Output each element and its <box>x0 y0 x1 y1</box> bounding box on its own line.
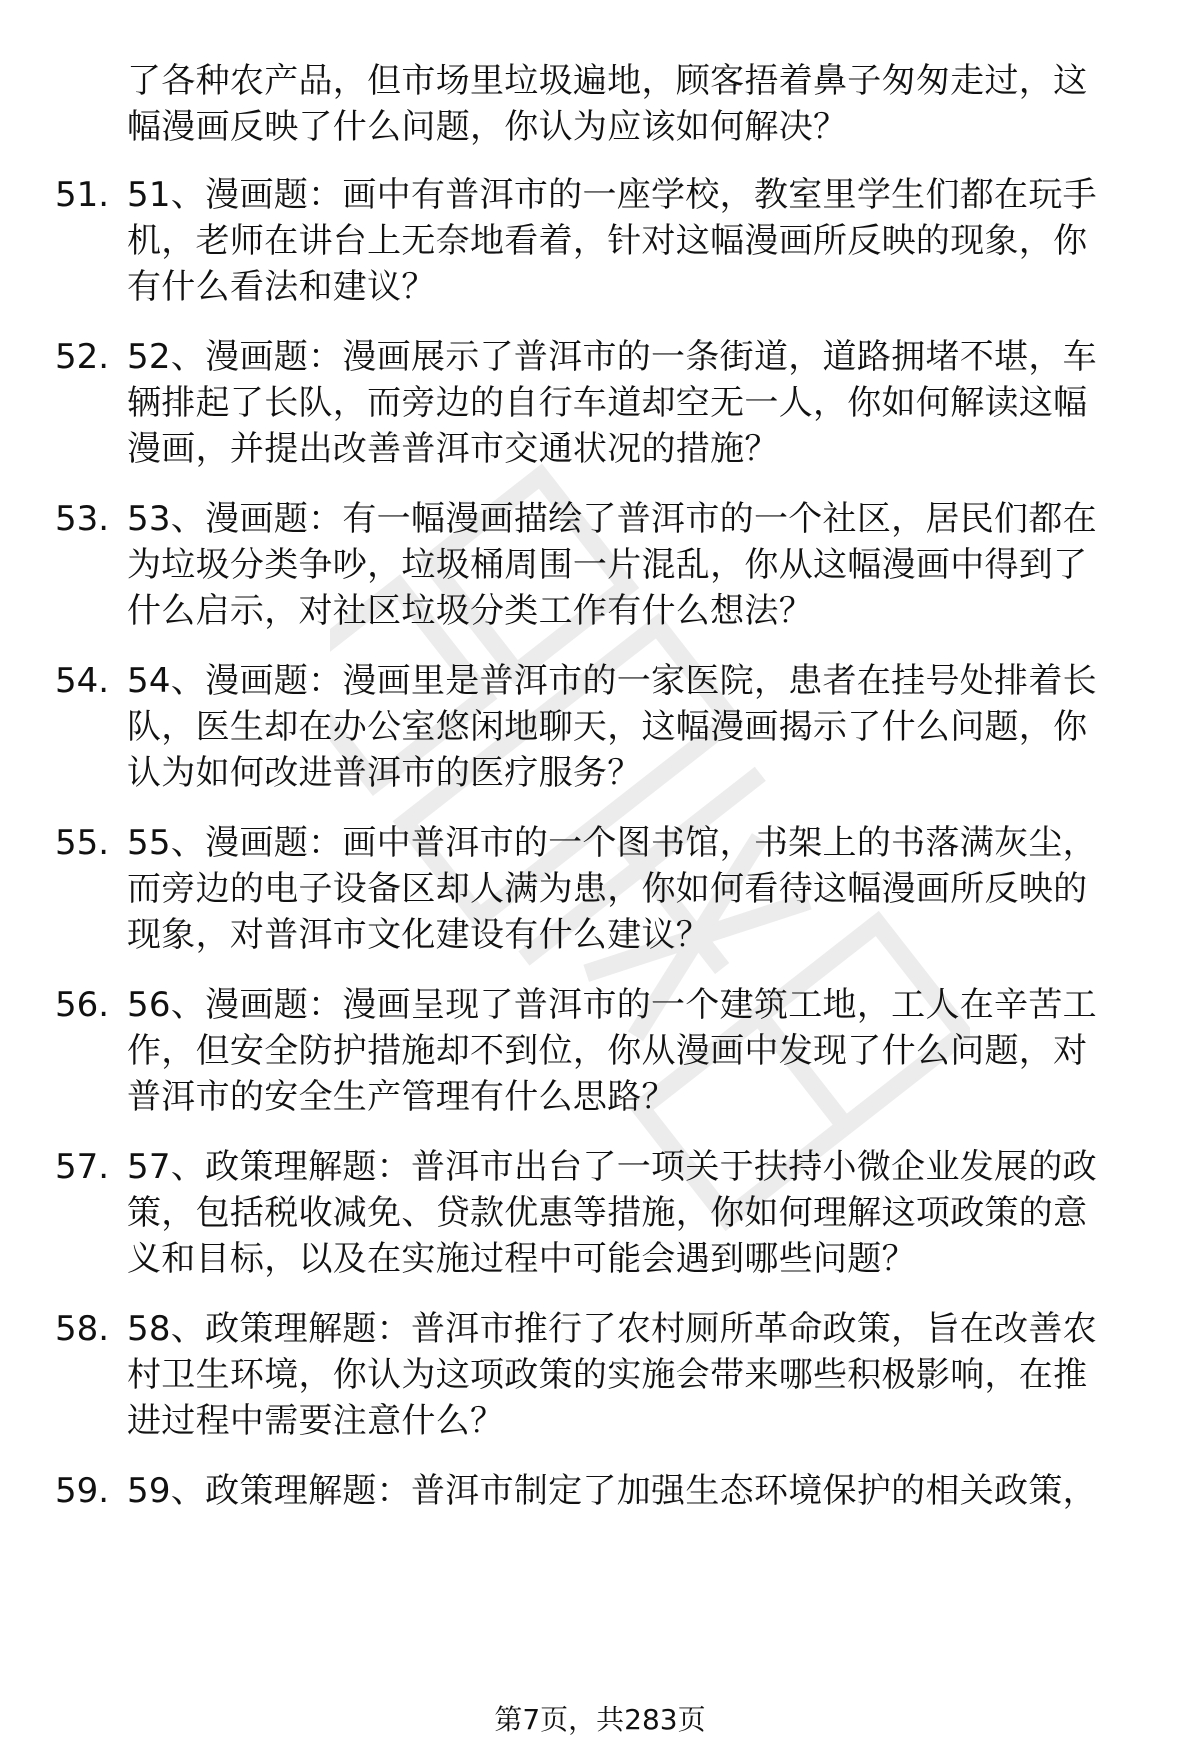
list-number: 54. <box>55 661 110 701</box>
text-line: 普洱市的安全生产管理有什么思路？ <box>127 1077 676 1117</box>
text-line: 53、漫画题：有一幅漫画描绘了普洱市的一个社区，居民们都在 <box>127 499 1097 539</box>
list-number: 53. <box>55 499 110 539</box>
question-text <box>127 1144 1149 1282</box>
question-text <box>127 1468 1149 1514</box>
question-text <box>127 58 1149 150</box>
text-line: 辆排起了长队，而旁边的自行车道却空无一人，你如何解读这幅 <box>127 383 1088 423</box>
text-line: 而旁边的电子设备区却人满为患，你如何看待这幅漫画所反映的 <box>127 869 1088 909</box>
text-line: 现象，对普洱市文化建设有什么建议？ <box>127 915 711 955</box>
list-number: 56. <box>55 985 110 1025</box>
text-line: 51、漫画题：画中有普洱市的一座学校，教室里学生们都在玩手 <box>127 175 1097 215</box>
question-text <box>127 172 1149 310</box>
question-text <box>127 658 1149 796</box>
text-line: 幅漫画反映了什么问题，你认为应该如何解决？ <box>127 107 848 147</box>
text-line: 52、漫画题：漫画展示了普洱市的一条街道，道路拥堵不堪，车 <box>127 337 1097 377</box>
question-text <box>127 334 1149 472</box>
text-line: 村卫生环境，你认为这项政策的实施会带来哪些积极影响，在推 <box>127 1355 1088 1395</box>
list-number: 55. <box>55 823 110 863</box>
text-line: 认为如何改进普洱市的医疗服务？ <box>127 753 642 793</box>
list-number: 52. <box>55 337 110 377</box>
list-number: 51. <box>55 175 110 215</box>
text-line: 漫画，并提出改善普洱市交通状况的措施？ <box>127 429 779 469</box>
question-text <box>127 1306 1149 1444</box>
text-line: 55、漫画题：画中普洱市的一个图书馆，书架上的书落满灰尘， <box>127 823 1097 863</box>
question-text <box>127 982 1149 1120</box>
list-number: 57. <box>55 1147 110 1187</box>
text-line: 策，包括税收减免、贷款优惠等措施，你如何理解这项政策的意 <box>127 1193 1088 1233</box>
text-line: 进过程中需要注意什么？ <box>127 1401 505 1441</box>
text-line: 机，老师在讲台上无奈地看着，针对这幅漫画所反映的现象，你 <box>127 221 1088 261</box>
text-line: 有什么看法和建议？ <box>127 267 436 307</box>
question-text <box>127 820 1149 958</box>
list-number: 58. <box>55 1309 110 1349</box>
text-line: 56、漫画题：漫画呈现了普洱市的一个建筑工地，工人在辛苦工 <box>127 985 1097 1025</box>
list-number: 59. <box>55 1471 110 1511</box>
text-line: 59、政策理解题：普洱市制定了加强生态环境保护的相关政策， <box>127 1471 1097 1511</box>
text-line: 了各种农产品，但市场里垃圾遍地，顾客捂着鼻子匆匆走过，这 <box>127 61 1088 101</box>
text-line: 什么启示，对社区垃圾分类工作有什么想法？ <box>127 591 813 631</box>
text-line: 队，医生却在办公室悠闲地聊天，这幅漫画揭示了什么问题，你 <box>127 707 1088 747</box>
text-line: 58、政策理解题：普洱市推行了农村厕所革命政策，旨在改善农 <box>127 1309 1097 1349</box>
question-text <box>127 496 1149 634</box>
text-line: 57、政策理解题：普洱市出台了一项关于扶持小微企业发展的政 <box>127 1147 1097 1187</box>
text-line: 54、漫画题：漫画里是普洱市的一家医院，患者在挂号处排着长 <box>127 661 1097 701</box>
text-line: 为垃圾分类争吵，垃圾桶周围一片混乱，你从这幅漫画中得到了 <box>127 545 1088 585</box>
text-line: 作，但安全防护措施却不到位，你从漫画中发现了什么问题，对 <box>127 1031 1088 1071</box>
text-line: 义和目标，以及在实施过程中可能会遇到哪些问题？ <box>127 1239 916 1279</box>
page-footer: 第7页，共283页 <box>494 1703 706 1736</box>
